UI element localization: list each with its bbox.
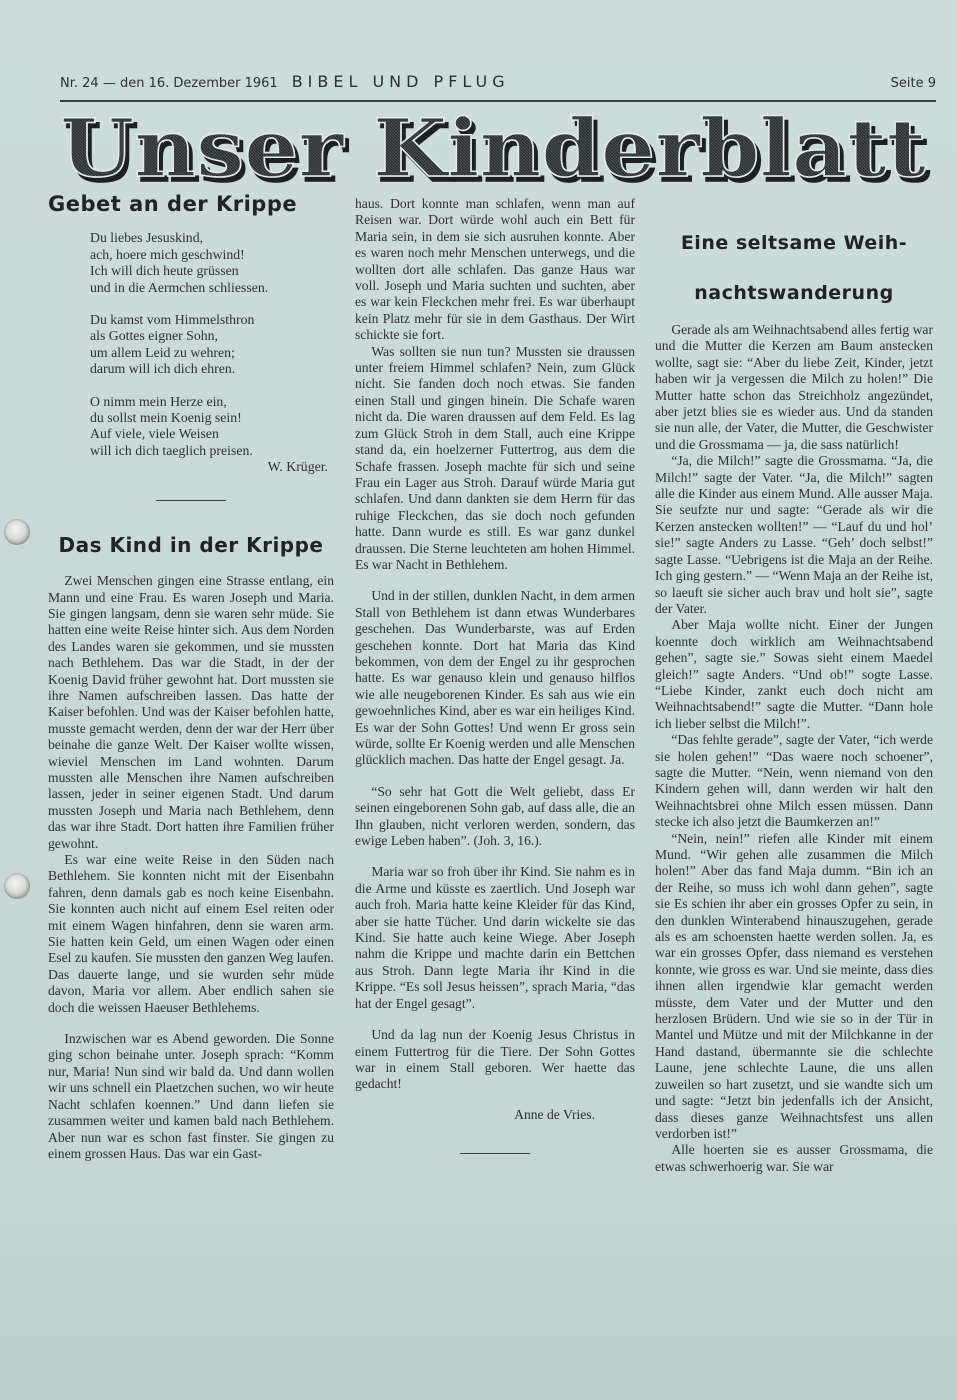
story-paragraph: Gerade als am Weihnachtsabend alles fertig war und die Mutter die Kerzen am Baum anstecken wollte, sagt sie: “Aber du liebe Zeit, Kinder, jetzt haben wir ja vergessen die Milch zu holen!” Die Mutter hatte schon das Streichholz angezündet, aber jetzt blies sie es wieder aus. Und da standen sie nun alle, der Vater, die Mutter, die Geschwister und die Grossmama — ja, die sass natürlich! [655,322,933,452]
column-right [655,196,933,1175]
poem-stanza [90,230,334,296]
story2-title [655,218,933,318]
poem-line: darum will ich dich ehren. [90,361,236,377]
column-left [48,192,334,1162]
poem-line: Du liebes Jesuskind, [90,230,204,246]
story-paragraph: haus. Dort konnte man schlafen, wenn man auf Reisen war. Dort würde wohl auch ein Bett für Maria sein, in dem sie sich ausruhen konnte. Aber es waren noch mehr Menschen unterwegs, und die wollten dort alle schlafen. Das ganze Haus war voll. Joseph und Maria suchten und suchten, aber es war kein Fleckchen mehr frei. Es war überhaupt kein Platz mehr für sie in dem Gasthaus. Der Wirt schickte sie fort. [355,196,635,343]
poem-stanza [90,394,334,460]
poem-line: als Gottes eigner Sohn, [90,328,218,344]
story-paragraph: Was sollten sie nun tun? Mussten sie draussen unter freiem Himmel schlafen? Nein, zum Glück nicht. Sie fanden doch noch etwas. Sie fanden einen Stall und gingen hinein. Die Schafe waren nicht da. Die waren draussen auf dem Feld. Es lag zum Glück Stroh in dem Stall, auch eine Krippe stand da, ein hoelzerner Futtertrog, aus dem die Schafe frassen. Joseph machte für sich und seine Frau ein Lager aus Stroh. Darauf würde Maria gut schlafen. Und dann dankten sie dem Herrn für das ruhige Fleckchen, das sie doch noch gefunden hatte. Dann wurde es still. Es war ganz dunkel draussen. Die Sterne leuchteten am hohen Himmel. Es war Nacht in Bethlehem. [355,343,635,572]
poem-line: ach, hoere mich geschwind! [90,246,245,262]
issue-info: Nr. 24 — den 16. Dezember 1961 [60,76,278,91]
column-middle [355,196,635,1154]
poem-line: du sollst mein Koenig sein! [90,410,242,426]
poem-line: und in die Aermchen schliessen. [90,279,269,295]
story-paragraph: Es war eine weite Reise in den Süden nach Bethlehem. Sie konnten nicht mit der Eisenbahn fahren, denn damals gab es noch keine Eisenbahn. Sie konnten auch nicht auf einem Esel reiten oder mit einem Wagen hinfahren, denn sie waren arm. Sie hatten kein Geld, um einen Wagen oder einen Esel zu kaufen. Sie mussten den ganzen Weg laufen. Das dauerte lange, und sie wurden sehr müde davon, Maria vor allem. Aber endlich sahen sie doch die weissen Haeuser Bethlehems. [48,852,334,1015]
poem-title: Gebet an der Krippe [48,192,298,216]
story-paragraph: Alle hoerten sie es ausser Grossmama, die etwas schwerhoerig war. Sie war [655,1142,933,1174]
poem-author: W. Krüger. [267,459,328,475]
poem-line: um allem Leid zu wehren; [90,344,235,360]
publication-name: BIBEL UND PFLUG [291,72,510,91]
story-paragraph: “Nein, nein!” riefen alle Kinder mit einem Mund. “Wir gehen alle zusammen die Milch holen!” Aber das fand Maja dumm. “Bin ich an der Reihe, so muss ich wohl dann gehen”, sagte sie Es schien ihr aber ein grosses Opfer zu sein, in den dunklen Winterabend hinauszugehen, gerade als es am schoensten haette werden sollen. Ja, es war ein grosses Opfer, dass niemand es verstehen konnte, wie gross es war. Und sie meinte, dass dies ihnen allen irgendwie klar gemacht werden müsste, dem Vater und der Mutter und den herzlosen Brüdern. Und wie sie so in der Tür in Mantel und Mütze und mit der Milchkanne in der Hand dastand, übermannte sie die schlechte Laune, jene schlechte Laune, die uns allen zuweilen so hart zusetzt, und sie wandte sich um und sagte: “Jetzt bin jedenfalls ich der Ansicht, dass dieses ganze Weihnachtsfest uns allen verdorben ist!” [655,830,933,1141]
masthead-logo [58,102,938,192]
masthead-title: Unser Kinderblatt [60,102,927,192]
story-author: Anne de Vries. [514,1106,595,1122]
poem-stanza [90,312,334,378]
poem [90,230,334,475]
story-paragraph: “Das fehlte gerade”, sagte der Vater, “ich werde sie holen gehen!” “Das waere noch schoener”, sagte die Mutter. “Nein, wenn niemand von den Kindern gehen will, dann werden wir halt den Weihnachtsbrei ohne Milch essen müssen. Dann stecke ich also jetzt die Baumkerzen an!” [655,732,933,830]
story-paragraph: Und in der stillen, dunklen Nacht, in dem armen Stall von Bethlehem ist dann etwas Wunderbares geschehen. Das Wunderbarste, was auf Erden geschehen konnte. Dort hat Maria das Kind bekommen, von dem der Engel zu ihr gesprochen hatte. Es war genauso klein und genauso hilflos wie alle neugeborenen Kinder. Es sah aus wie ein gewoehnliches Kind, aber es war ein heiliges Kind. Es war der Sohn Gottes! Und wenn Er gross sein würde, sollte Er Koenig werden und alle Menschen glücklich machen. Das hatte der Engel gesagt. Ja. [355,588,635,768]
poem-line: Ich will dich heute grüssen [90,263,239,279]
page-number: Seite 9 [890,76,936,91]
separator-rule [460,1153,530,1154]
story-paragraph: Aber Maja wollte nicht. Einer der Jungen koennte doch wirklich am Weihnachtsabend gehen”, sagte sie.” Sowas sieht einem Maedel gleich!” sagte Anders. “Und ob!” sogte Lasse. “Liebe Kinder, zankt euch doch nicht am Weihnachtsabend!” sagte die Mutter. “Dann hole ich lieber selbst die Milch!”. [655,617,933,731]
story-paragraph: Und da lag nun der Koenig Jesus Christus in einem Futtertrog für die Tiere. Der Sohn Gottes war in einem Stall geboren. Wer haette das gedacht! [355,1027,635,1092]
story-paragraph: Maria war so froh über ihr Kind. Sie nahm es in die Arme und küsste es zaertlich. Und Joseph war auch froh. Maria hatte keine Kleider für das Kind, aber sie hatte Tücher. Und darin wickelte sie das Kind. Sie hatte auch keine Wiege. Aber Joseph nahm die Krippe und machte darin ein Bettchen aus Stroh. Dann legte Maria ihr Kind in die Krippe. “Es soll Jesus heissen”, sprach Maria, “das hat der Engel gesagt”. [355,864,635,1011]
separator-rule [156,500,226,501]
poem-line: O nimm mein Herze ein, [90,393,227,409]
scripture-quote: “So sehr hat Gott die Welt geliebt, dass Er seinen eingeborenen Sohn gab, auf dass alle, die an Ihn glauben, nicht verloren werden, sondern, das ewige Leben haben”. (Joh. 3, 16.). [355,783,635,849]
story-paragraph: Zwei Menschen gingen eine Strasse entlang, ein Mann und eine Frau. Es waren Joseph und Maria. Sie gingen langsam, denn sie waren sehr müde. Sie hatten eine weite Reise hinter sich. Aus dem Norden des Landes waren sie gekommen, und sie mussten nach Bethlehem. Das war die Stadt, in der der Koenig David früher gewohnt hat. Dort mussten sie ihre Namen aufschreiben lassen. Das hatte der Kaiser befohlen. Und was der Kaiser befohlen hatte, musste gemacht werden, denn der war der Herr über beinahe die ganze Welt. Der Kaiser wollte wissen, wieviel Menschen im Land wohnten. Darum mussten alle Menschen ihre Namen aufschreiben lassen, jeder in seiner eigenen Stadt. Und darum mussten Joseph und Maria nach Bethlehem, denn das war ihre Stadt. Dort hatten ihre Familien früher gewohnt. [48,573,334,851]
story-paragraph: Inzwischen war es Abend geworden. Die Sonne ging schon beinahe unter. Joseph sprach: “Komm nur, Maria! Nun sind wir bald da. Und dann wollen wir uns schnell ein Plaetzchen suchen, wo wir heute Nacht schlafen koennen.” Und dann liefen sie zusammen weiter und kamen bald nach Bethlehem. Aber nun war es schon fast finster. Sie gingen zu einem grossen Haus. Das war ein Gast- [48,1031,334,1161]
poem-line: Auf viele, viele Weisen [90,426,219,442]
masthead [58,102,938,192]
story-paragraph: “Ja, die Milch!” sagte die Grossmama. “Ja, die Milch!” sagte der Vater. “Ja, die Milch!” sagten alle die Kinder aus einem Mund. Alle ausser Maja. Sie seufzte nur und sagte: “Gerade als wir die Kerzen anstecken wollten!” — “Lauf du und hol’ sie!” sagte Anders zu Lasse. “Geh’ doch selbst!” sagte Lasse. “Uebrigens ist die Maja an der Reihe. Ich ging gestern.” — “Wenn Maja an der Reihe ist, so laeuft sie sicher auch brav und holt sie”, sagte der Vater. [655,453,933,616]
story-title: Das Kind in der Krippe [58,532,324,557]
story2-title-line: Eine seltsame Weih- [680,232,908,254]
punch-hole-top [4,519,30,545]
poem-line: Du kamst vom Himmelsthron [90,312,255,328]
story2-title-line: nachtswanderung [694,282,894,304]
poem-line: will ich dich taeglich preisen. [90,442,253,458]
punch-hole-bottom [4,873,30,899]
page-header [60,72,936,96]
